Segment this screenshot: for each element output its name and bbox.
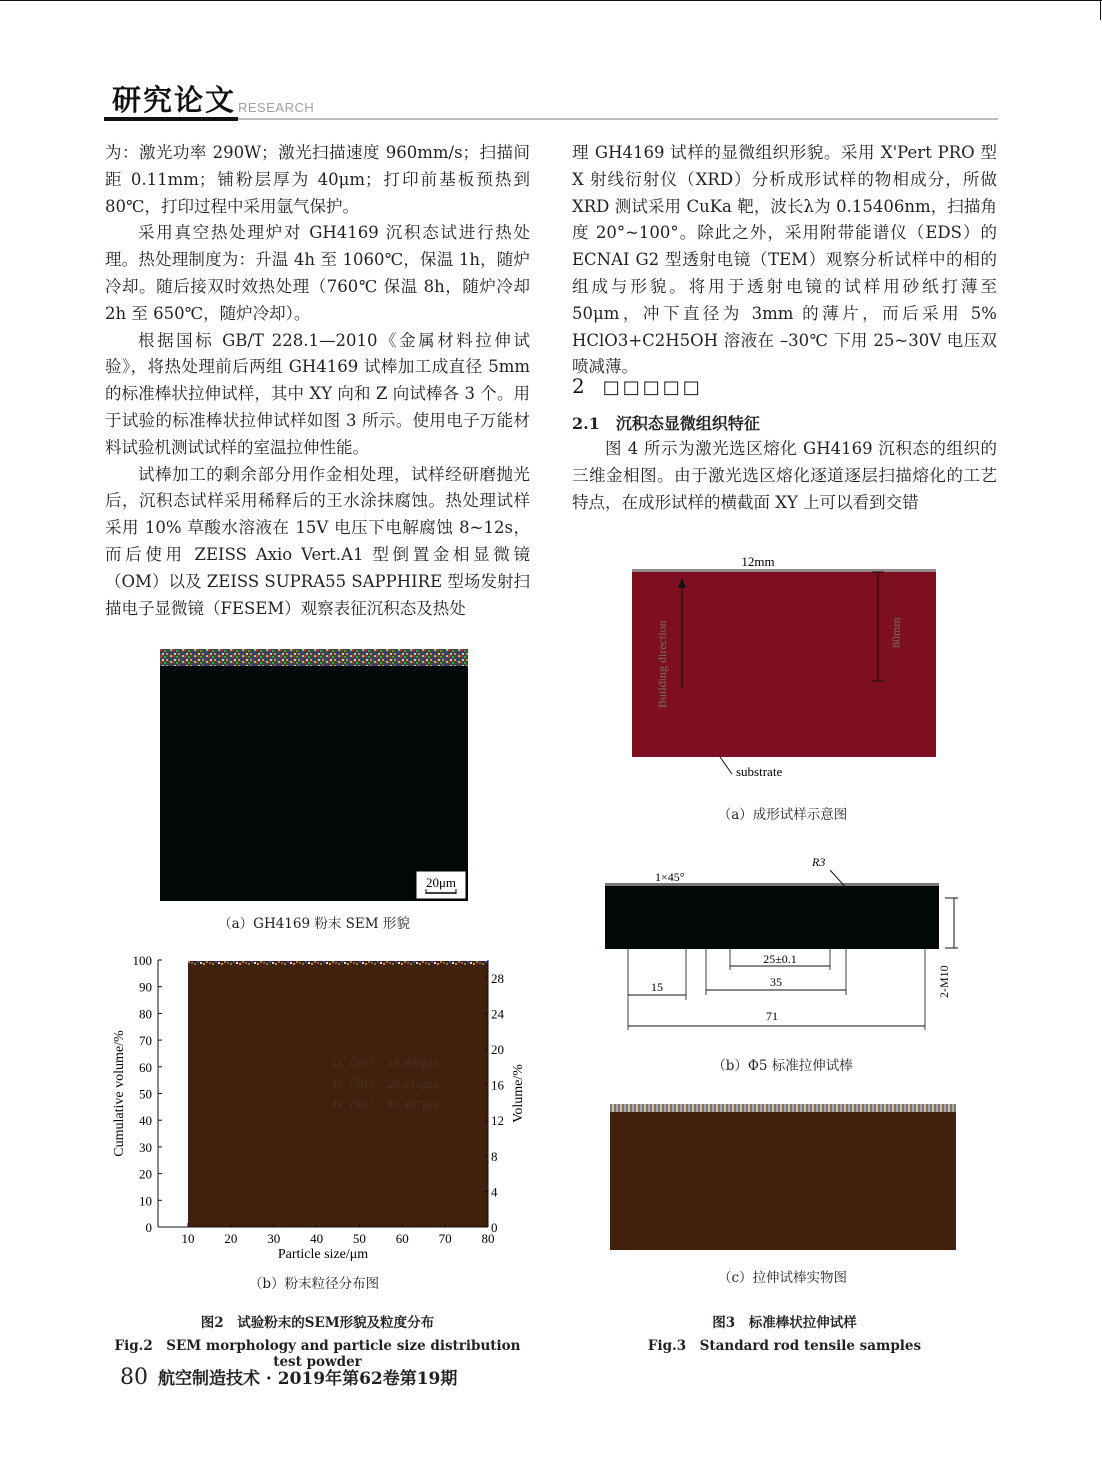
paragraph: 图 4 所示为激光选区熔化 GH4169 沉积态的组织的三维金相图。由于激光选区熔化逐道逐层扫描熔化的工艺特点，在成形试样的横截面 XY 上可以看到交错 — [572, 439, 997, 512]
radius-label: R3 — [812, 855, 826, 869]
x-tick-label: 60 — [395, 1231, 409, 1246]
x-tick-label: 50 — [352, 1231, 366, 1246]
sample-schematic — [610, 548, 955, 788]
y2-tick-label: 20 — [491, 1042, 504, 1057]
y2-axis-label: Volume/% — [511, 1064, 526, 1123]
y-tick-label: 60 — [139, 1059, 152, 1075]
y-tick-label: 90 — [139, 979, 152, 995]
fig2a-caption: （a）GH4169 粉末 SEM 形貌 — [218, 916, 410, 932]
x-tick-label: 80 — [481, 1231, 495, 1246]
y2-tick-label: 8 — [491, 1148, 498, 1164]
page-footer — [120, 1364, 457, 1390]
right-column-2 — [572, 436, 997, 516]
paragraph: 试棒加工的剩余部分用作金相处理，试样经研磨抛光后，沉积态试样采用稀释后的王水涂抹腐蚀。热处理试样采用 10% 草酸水溶液在 15V 电压下电解腐蚀 8~12s，而后使用 ZEISS Axio Vert.A1 型倒置金相显微镜（OM）以及 ZEISS SUPRA55 SAPPHIRE 型场发射扫描电子显微镜（FESEM）观察表征沉积态及热处 — [105, 464, 530, 618]
sem-image — [160, 649, 468, 901]
y-tick-label: 50 — [139, 1086, 152, 1102]
paragraph: 理 GH4169 试样的显微组织形貌。采用 X'Pert PRO 型 X 射线衍射仪（XRD）分析成形试样的物相成分，所做 XRD 测试采用 CuKa 靶，波长λ为 0.15406nm，扫描角度 20°~100°。除此之外，采用附带能谱仪（EDS）的 ECNAI G2 型透射电镜（TEM）观察分析试样中的相的组成与形貌。将用于透射电镜的试样用砂纸打薄至 50μm，冲下直径为 3mm 的薄片，而后采用 5% HClO3+C2H5OH 溶液在 –30℃ 下用 25~30V 电压双喷减薄。 — [572, 143, 997, 377]
distribution-annotation: D（50）：28.513μm — [332, 1076, 439, 1091]
rod-outline — [605, 884, 939, 949]
y2-tick-label: 28 — [491, 970, 504, 986]
gauge-length-label: 25±0.1 — [763, 952, 797, 966]
y-tick-label: 10 — [139, 1193, 152, 1209]
tensile-rod-photo — [610, 1104, 956, 1250]
sample-block — [632, 570, 936, 757]
y-tick-label: 0 — [145, 1220, 152, 1235]
fig3-title-cn: 图3 标准棒状拉伸试样 — [712, 1315, 857, 1331]
subsection-heading: 2.1 沉积态显微组织特征 — [572, 414, 760, 433]
y2-tick-label: 4 — [491, 1184, 498, 1200]
section-header: 研究论文 — [112, 83, 237, 117]
x-tick-label: 40 — [310, 1231, 324, 1246]
chart-plot-area — [188, 961, 488, 1227]
section-title: □□□□□ — [602, 377, 703, 398]
height-label: 80mm — [889, 617, 903, 648]
header-rule-gray — [238, 118, 998, 120]
x-tick-label: 10 — [181, 1231, 195, 1246]
page-number: 80 — [120, 1365, 148, 1390]
fig2b-caption: （b）粉末粒径分布图 — [248, 1276, 380, 1292]
section-header-sub: RESEARCH — [238, 100, 315, 115]
scale-bar-label: 20μm — [425, 875, 457, 890]
x-tick-label: 30 — [267, 1231, 281, 1246]
journal-name: 航空制造技术 · 2019年第62卷第19期 — [158, 1369, 458, 1389]
y-tick-label: 30 — [139, 1139, 152, 1155]
header-rule-dark — [104, 117, 238, 121]
y-tick-label: 40 — [139, 1113, 152, 1129]
fig2-title-cn: 图2 试验粉末的SEM形貌及粒度分布 — [200, 1315, 435, 1331]
fig2-title-en: Fig.2 SEM morphology and particle size distribution test powder — [114, 1338, 521, 1370]
distribution-annotation: D（90）：43.407μm — [332, 1097, 439, 1112]
chamfer-label: 1×45° — [655, 870, 685, 884]
x-tick-label: 20 — [224, 1231, 238, 1246]
fig3-title-en: Fig.3 Standard rod tensile samples — [647, 1338, 922, 1354]
particle-size-chart — [100, 945, 540, 1265]
grip-length-label: 15 — [651, 980, 663, 994]
right-column — [572, 140, 997, 381]
tensile-rod-drawing — [600, 850, 960, 1035]
y-tick-label: 20 — [139, 1166, 152, 1182]
paragraph: 根据国标 GB/T 228.1—2010《金属材料拉伸试验》，将热处理前后两组 GH4169 试棒加工成直径 5mm 的标准棒状拉伸试样，其中 XY 向和 Z 向试棒各 3 个。用于试验的标准棒状拉伸试样如图 3 所示。使用电子万能材料试验机测试试样的室温拉伸性能。 — [105, 330, 530, 457]
y-tick-label: 80 — [139, 1006, 152, 1022]
y-tick-label: 100 — [132, 953, 152, 968]
fig3c-caption: （c）拉伸试棒实物图 — [717, 1270, 848, 1286]
left-column — [105, 140, 530, 622]
paragraph: 为：激光功率 290W；激光扫描速度 960mm/s；扫描间距 0.11mm；铺粉层厚为 40μm；打印前基板预热到 80℃，打印过程中采用氩气保护。 — [105, 143, 530, 216]
width-label: 12mm — [741, 554, 775, 569]
fig3a-caption: （a）成形试样示意图 — [717, 807, 848, 823]
total-length-label: 71 — [766, 1009, 778, 1023]
y-tick-label: 70 — [139, 1033, 152, 1049]
y-axis-label: Cumulative volume/% — [112, 1030, 127, 1157]
paragraph: 采用真空热处理炉对 GH4169 沉积态试进行热处理。热处理制度为：升温 4h 至 1060℃，保温 1h，随炉冷却。随后接双时效热处理（760℃ 保温 8h，随炉冷却 2h 至 650℃，随炉冷却）。 — [105, 223, 530, 323]
fig3b-caption: （b）Φ5 标准拉伸试棒 — [712, 1058, 853, 1074]
section-heading — [572, 374, 703, 398]
y2-tick-label: 24 — [491, 1006, 504, 1022]
y2-tick-label: 0 — [491, 1220, 498, 1235]
thread-label: 2-M10 — [937, 965, 951, 998]
y2-tick-label: 12 — [491, 1113, 504, 1129]
building-direction-label: Building direction — [655, 620, 669, 708]
x-tick-label: 70 — [438, 1231, 452, 1246]
substrate-label: substrate — [736, 764, 783, 779]
reduced-length-label: 35 — [770, 975, 782, 989]
y2-tick-label: 16 — [491, 1077, 504, 1093]
distribution-annotation: D（10）：18.806μm — [332, 1055, 439, 1070]
corner-mark — [1100, 0, 1101, 20]
x-axis-label: Particle size/μm — [277, 1247, 369, 1262]
section-number: 2 — [572, 374, 585, 398]
top-rule — [0, 0, 1102, 1]
